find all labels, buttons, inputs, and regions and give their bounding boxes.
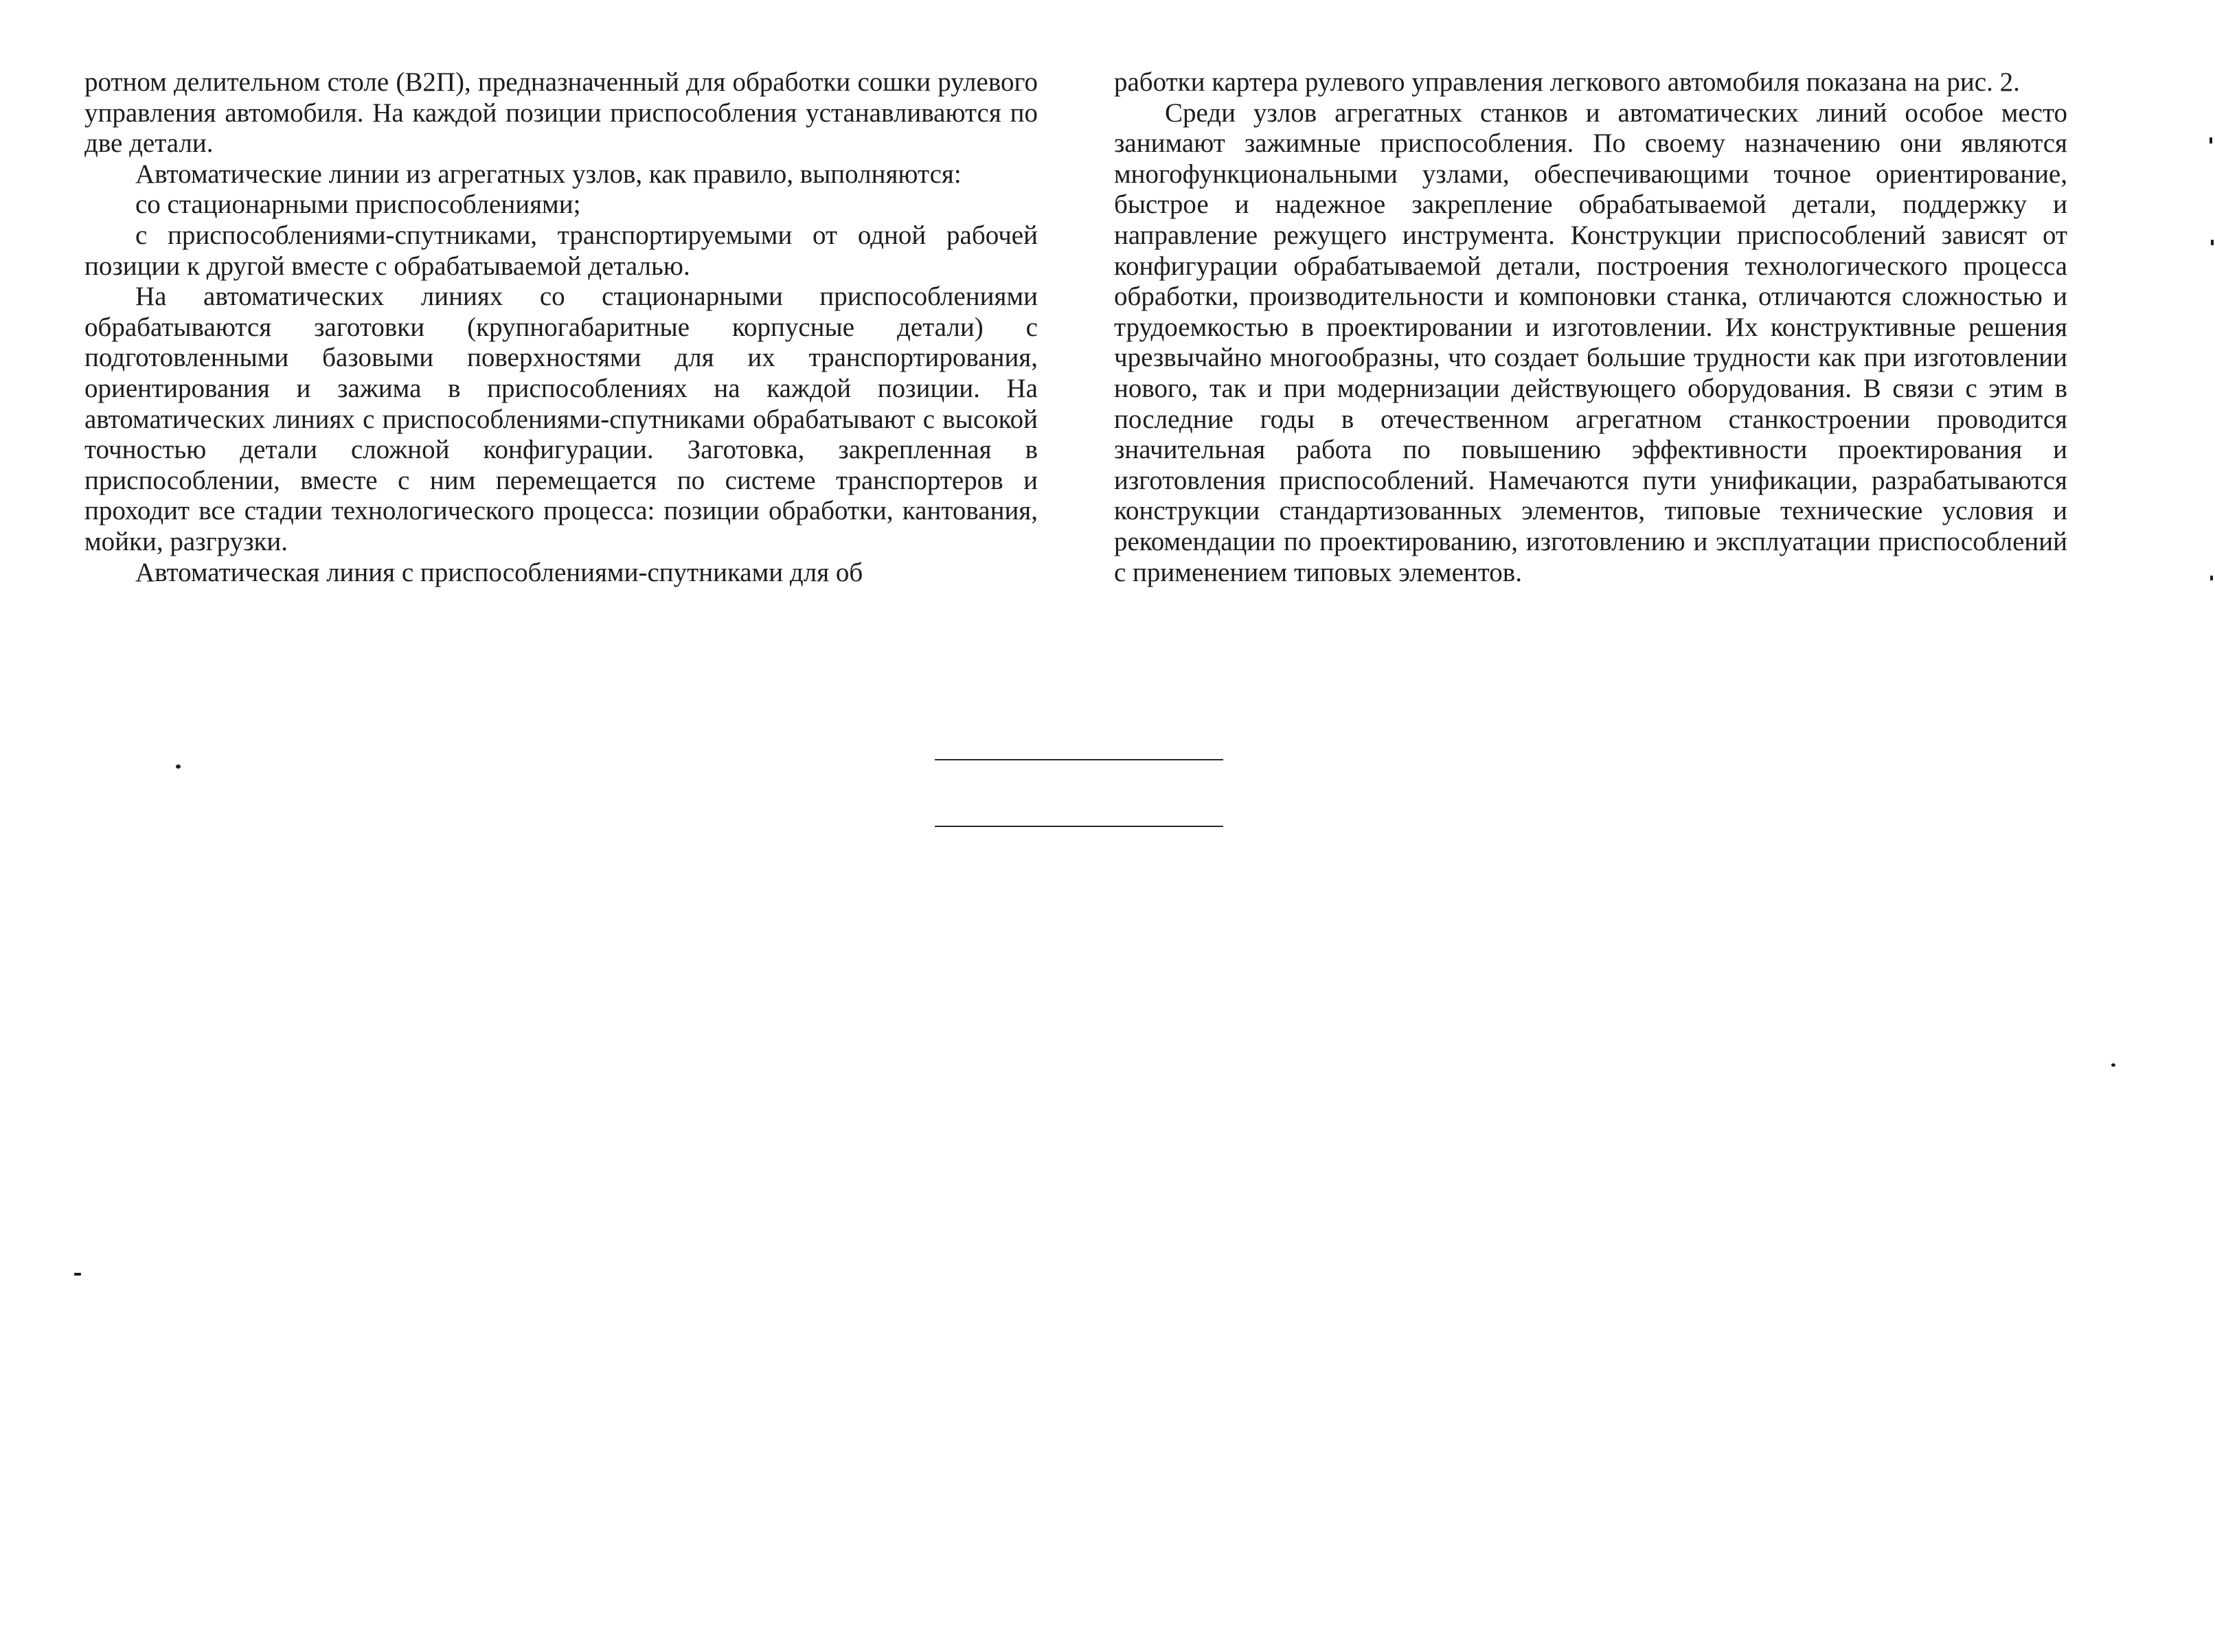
scan-speck xyxy=(176,765,181,769)
list-item-stationary-fixtures: со стационарными приспособлениями; xyxy=(135,190,581,220)
section-divider-rule xyxy=(935,826,1223,827)
scan-speck xyxy=(74,1273,81,1276)
section-divider-rule xyxy=(935,759,1223,760)
scan-speck xyxy=(2211,240,2214,245)
scan-speck xyxy=(2210,576,2213,580)
paragraph-satellite-line-end: работки картера рулевого управления легкового автомобиля показана на рис. 2. xyxy=(1114,67,2020,97)
list-item-satellite-fixtures: с приспособлениями-спутниками, транспортируемыми от одной рабочей позиции к другой вместе с обрабатываемой деталью. xyxy=(84,220,1038,281)
paragraph-continuation: ротном делительном столе (В2П), предназначенный для обработки сошки рулевого управления автомобиля. На каждой позиции приспособления устанавливаются по две детали. xyxy=(84,67,1038,159)
paragraph-automatic-lines-detail: На автоматических линиях со стационарными приспособлениями обрабатываются заготовки (крупногабаритные корпусные детали) с подготовленными базовыми поверхностями для их транспортирования, ориентирования и зажима в приспособлениях на каждой позиции. На автоматических линиях с приспособлениями-спутниками обрабатывают с высокой точностью детали сложной конфигурации. Заготовка, закрепленная в приспособлении, вместе с ним перемещается по системе транспортеров и проходит все стадии технологического процесса: позиции обработки, кантования, мойки, разгрузки. xyxy=(84,282,1038,556)
scan-speck xyxy=(2111,1063,2115,1067)
paragraph-satellite-line-start: Автоматическая линия с приспособлениями-спутниками для об xyxy=(135,557,863,587)
scan-speck xyxy=(2210,137,2212,144)
right-text-column xyxy=(1114,67,2067,588)
left-text-column xyxy=(84,67,1038,588)
paragraph-automatic-lines-intro: Автоматические линии из агрегатных узлов, как правило, выполняются: xyxy=(135,159,962,189)
paragraph-clamping-fixtures: Среди узлов агрегатных станков и автоматических линий особое место занимают зажимные приспособления. По своему назначению они являются многофункциональными узлами, обеспечивающими точное ориентирование, быстрое и надежное закрепление обрабатываемой детали, поддержку и направление режущего инструмента. Конструкции приспособлений зависят от конфигурации обрабатываемой детали, построения технологического процесса обработки, производительности и компоновки станка, отличаются сложностью и трудоемкостью в проектировании и изготовлении. Их конструктивные решения чрезвычайно многообразны, что создает большие трудности как при изготовлении нового, так и при модернизации действующего оборудования. В связи с этим в последние годы в отечественном агрегатном станкостроении проводится значительная работа по повышению эффективности проектирования и изготовления приспособлений. Намечаются пути унификации, разрабатываются конструкции стандартизованных элементов, типовые технические условия и рекомендации по проектированию, изготовлению и эксплуатации приспособлений с применением типовых элементов. xyxy=(1114,98,2067,587)
